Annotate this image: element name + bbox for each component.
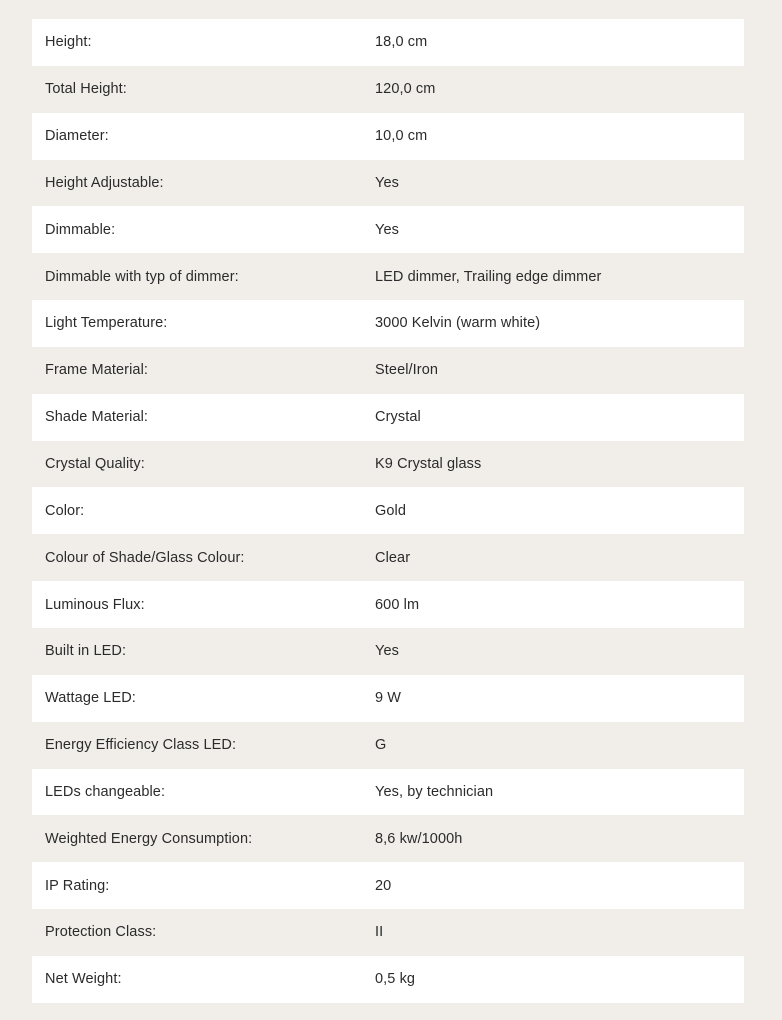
spec-row-energy-consumption: [32, 815, 744, 862]
spec-row-net-weight: [32, 956, 744, 1003]
spec-label: Color:: [45, 502, 85, 519]
spec-label: Height Adjustable:: [45, 174, 164, 191]
spec-label: Light Temperature:: [45, 315, 168, 332]
spec-row-height: [32, 19, 744, 66]
spec-value: Yes, by technician: [375, 783, 494, 800]
spec-row-frame-material: [32, 347, 744, 394]
spec-label: Total Height:: [45, 81, 127, 98]
spec-value: II: [375, 924, 384, 941]
spec-value: Yes: [375, 174, 399, 191]
spec-label: LEDs changeable:: [45, 783, 166, 800]
spec-label: Luminous Flux:: [45, 596, 145, 613]
spec-label: Colour of Shade/Glass Colour:: [45, 549, 245, 566]
spec-row-wattage-led: [32, 675, 744, 722]
spec-label: Protection Class:: [45, 924, 157, 941]
spec-label: Dimmable:: [45, 221, 116, 238]
spec-value: 120,0 cm: [375, 81, 436, 98]
spec-row-height-adjustable: [32, 160, 744, 207]
spec-row-total-height: [32, 66, 744, 113]
spec-label: Frame Material:: [45, 362, 149, 379]
spec-row-shade-colour: [32, 534, 744, 581]
spec-row-dimmer-type: [32, 253, 744, 300]
spec-row-luminous-flux: [32, 581, 744, 628]
spec-row-light-temperature: [32, 300, 744, 347]
spec-row-built-in-led: [32, 628, 744, 675]
spec-value: 600 lm: [375, 596, 420, 613]
spec-row-color: [32, 487, 744, 534]
spec-row-leds-changeable: [32, 769, 744, 816]
spec-label: Shade Material:: [45, 409, 149, 426]
spec-value: 18,0 cm: [375, 34, 428, 51]
spec-value: Gold: [375, 502, 407, 519]
spec-row-energy-class: [32, 722, 744, 769]
spec-value: Yes: [375, 643, 399, 660]
spec-label: Built in LED:: [45, 643, 127, 660]
spec-value: K9 Crystal glass: [375, 456, 482, 473]
specifications-table: [32, 19, 744, 1003]
spec-value: LED dimmer, Trailing edge dimmer: [375, 268, 602, 285]
spec-label: Dimmable with typ of dimmer:: [45, 268, 239, 285]
spec-label: Net Weight:: [45, 971, 122, 988]
spec-value: 10,0 cm: [375, 128, 428, 145]
spec-value: 3000 Kelvin (warm white): [375, 315, 541, 332]
spec-value: Steel/Iron: [375, 362, 439, 379]
spec-row-protection-class: [32, 909, 744, 956]
spec-value: 9 W: [375, 690, 402, 707]
spec-row-dimmable: [32, 206, 744, 253]
spec-value: Crystal: [375, 409, 421, 426]
spec-label: Crystal Quality:: [45, 456, 145, 473]
spec-label: Weighted Energy Consumption:: [45, 830, 253, 847]
spec-value: 20: [375, 877, 392, 894]
spec-value: 0,5 kg: [375, 971, 416, 988]
spec-label: Wattage LED:: [45, 690, 136, 707]
spec-value: 8,6 kw/1000h: [375, 830, 463, 847]
spec-label: Energy Efficiency Class LED:: [45, 737, 237, 754]
spec-row-diameter: [32, 113, 744, 160]
spec-row-crystal-quality: [32, 441, 744, 488]
spec-label: Height:: [45, 34, 92, 51]
spec-label: Diameter:: [45, 128, 109, 145]
spec-value: Yes: [375, 221, 399, 238]
spec-row-ip-rating: [32, 862, 744, 909]
spec-value: G: [375, 737, 387, 754]
spec-label: IP Rating:: [45, 877, 110, 894]
spec-value: Clear: [375, 549, 411, 566]
spec-row-shade-material: [32, 394, 744, 441]
